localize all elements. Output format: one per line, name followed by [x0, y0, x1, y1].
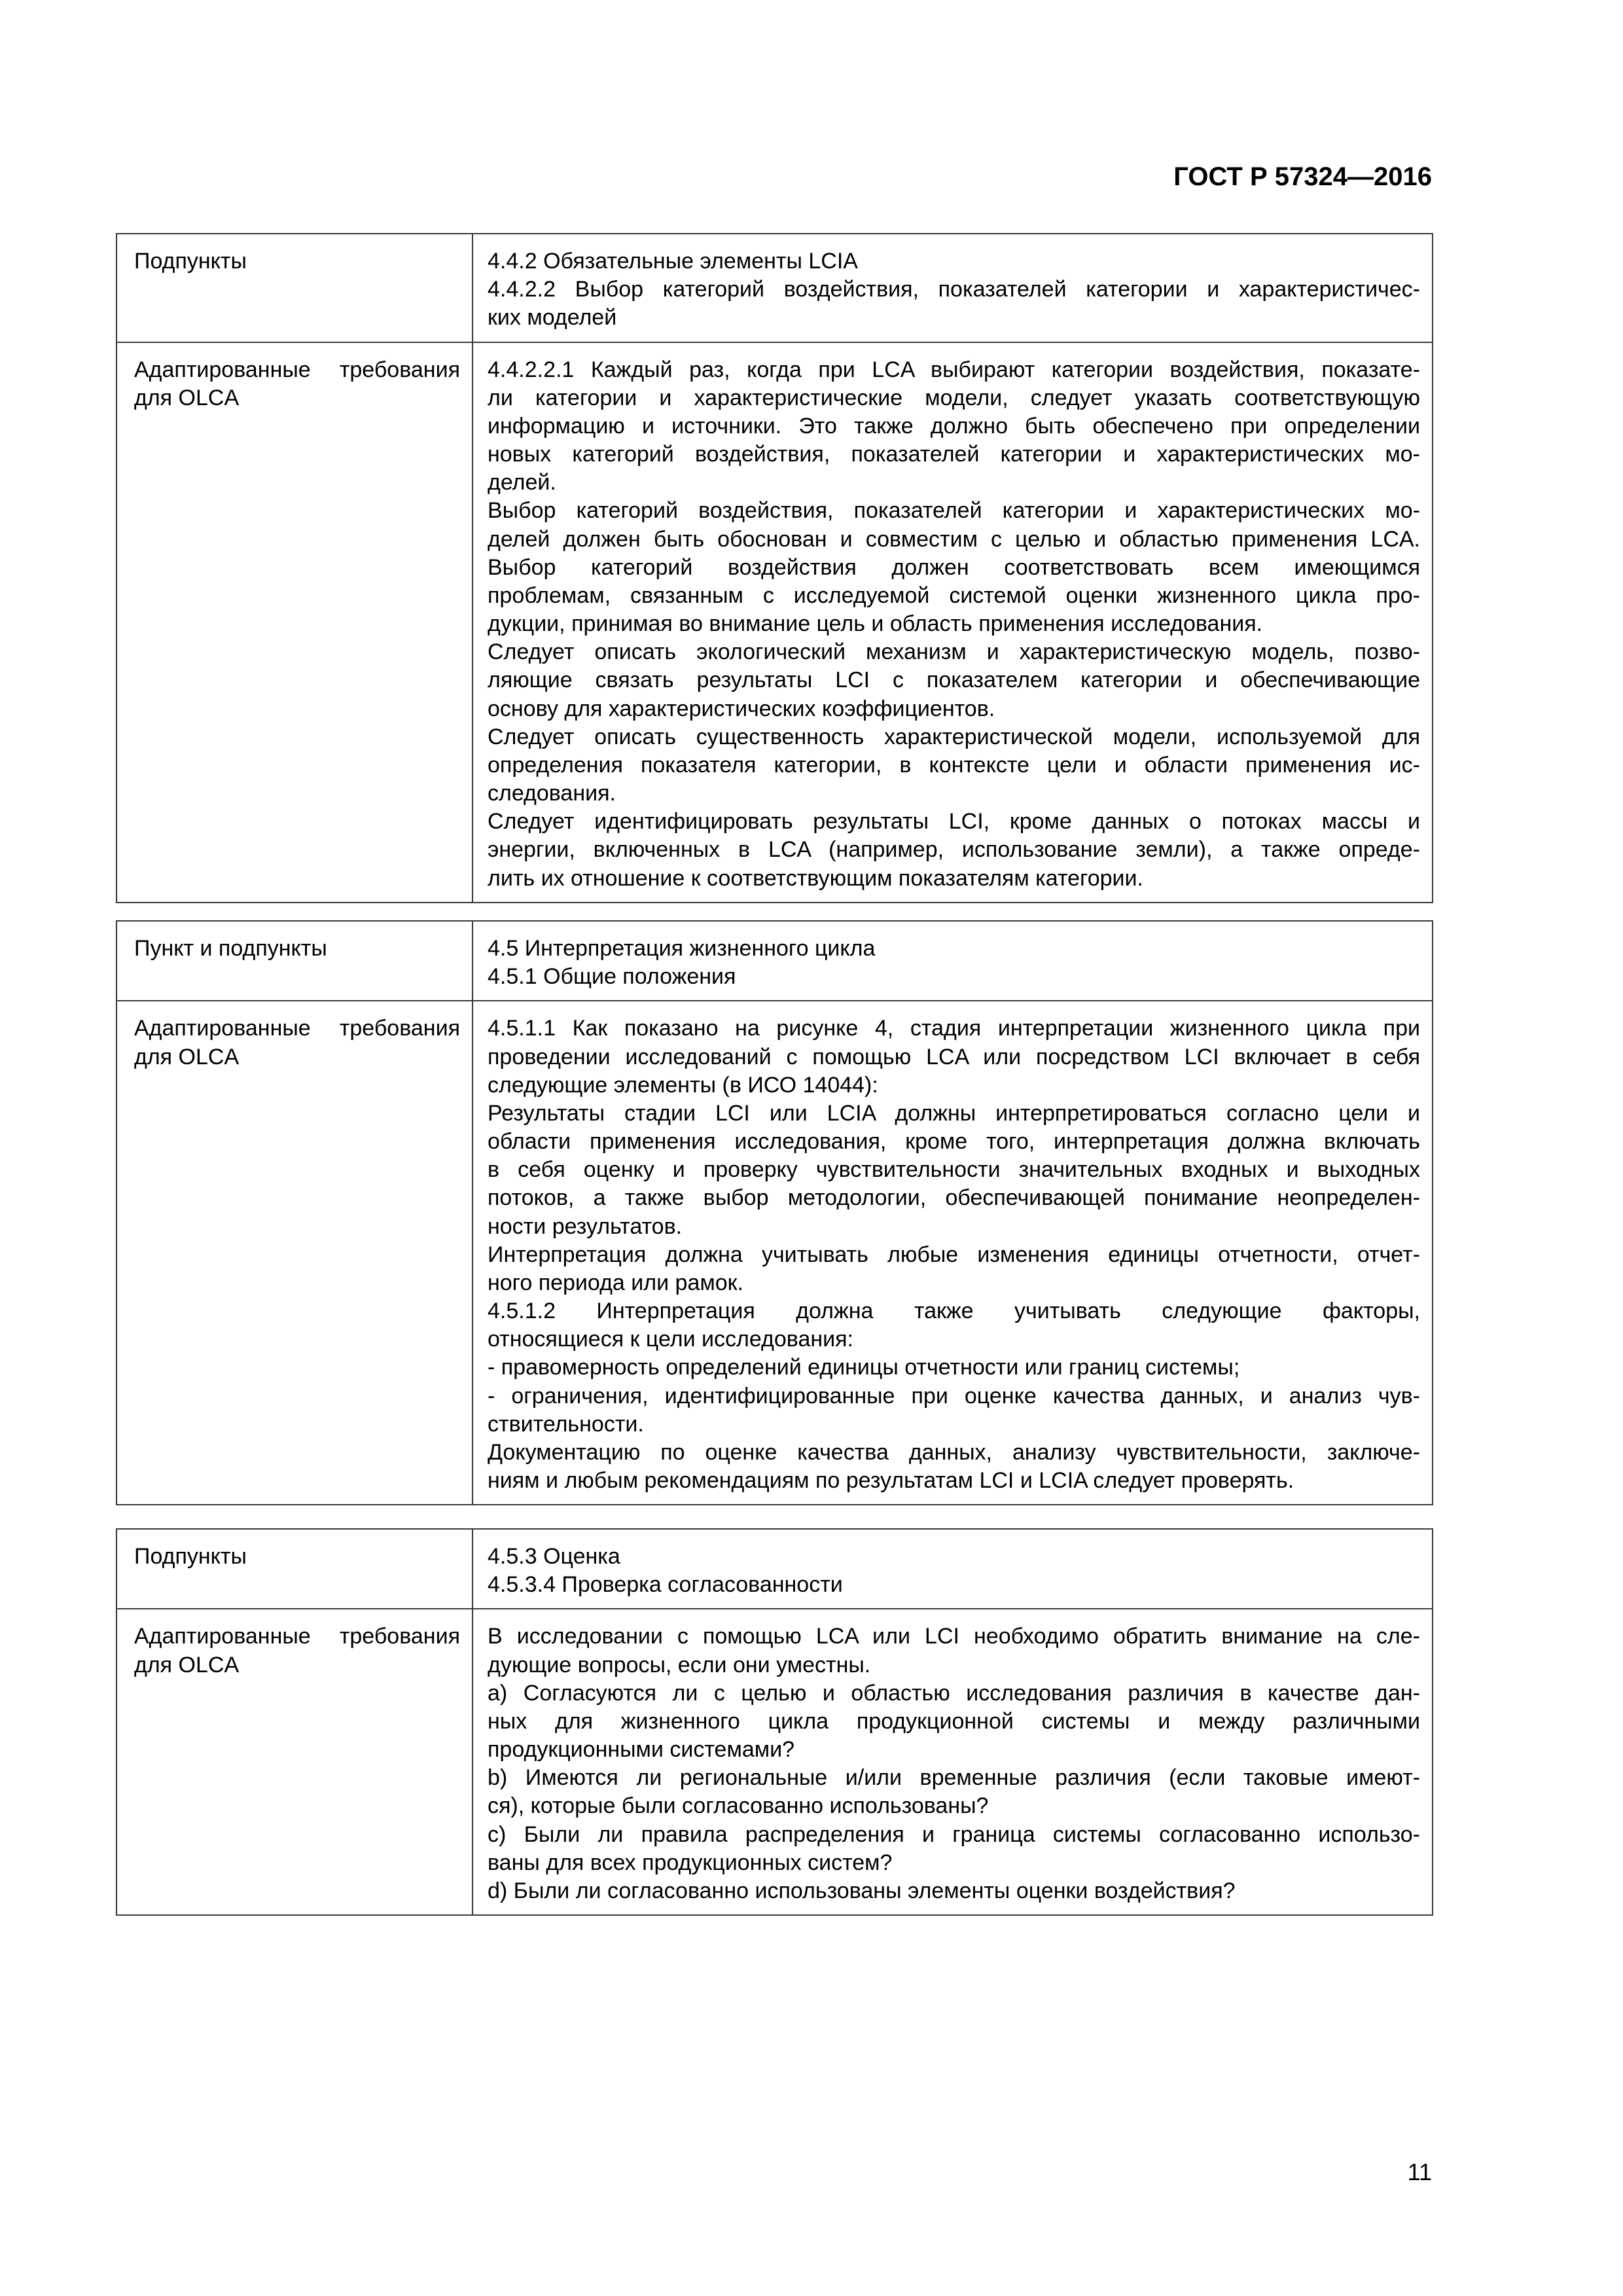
text-line: области применения исследования, кроме того, интерпретация должна включать — [488, 1129, 1420, 1155]
text-line: потоков, а также выбор методологии, обеспечивающей понимание неопределен- — [488, 1185, 1420, 1211]
text-line: ляющие связать результаты LCI с показателем категории и обеспечивающие — [488, 668, 1420, 693]
row-content — [473, 1529, 1433, 1609]
text-line: проведении исследований с помощью LCA или посредством LCI включает в себя — [488, 1044, 1420, 1069]
text-line: Следует описать существенность характеристической модели, используемой для — [488, 724, 1420, 749]
row-label: Пункт и подпункты — [116, 921, 473, 1001]
text-line: относящиеся к цели исследования: — [488, 1327, 853, 1352]
text-line: Следует идентифицировать результаты LCI, кроме данных о потоках массы и — [488, 809, 1420, 834]
row-content — [473, 1609, 1433, 1915]
row-content — [473, 1001, 1433, 1505]
text-line: В исследовании с помощью LCA или LCI необходимо обратить внимание на сле- — [488, 1624, 1420, 1649]
row-content — [473, 921, 1433, 1001]
text-line: дукции, принимая во внимание цель и область применения исследования. — [488, 611, 1263, 637]
table-row — [116, 1529, 1433, 1609]
text-line: ких моделей — [488, 305, 617, 331]
requirements-table-2 — [116, 920, 1433, 1505]
text-line: a) Согласуются ли с целью и областью исследования различия в качестве дан- — [488, 1680, 1420, 1706]
text-line: ниям и любым рекомендациям по результатам LCI и LCIA следует проверять. — [488, 1468, 1294, 1494]
text-line: Результаты стадии LCI или LCIA должны интерпретироваться согласно цели и — [488, 1100, 1420, 1126]
table-row — [116, 921, 1433, 1001]
text-line: делей. — [488, 470, 556, 495]
text-line: определения показателя категории, в контексте цели и области применения ис- — [488, 752, 1420, 778]
text-line: Документацию по оценке качества данных, анализу чувствительности, заключе- — [488, 1439, 1420, 1465]
text-line: проблемам, связанным с исследуемой системой оценки жизненного цикла про- — [488, 583, 1420, 608]
text-line: ных для жизненного цикла продукционной системы и между различными — [488, 1708, 1420, 1734]
text-line: ствительности. — [488, 1411, 644, 1437]
table-row — [116, 342, 1433, 903]
text-line: в себя оценку и проверку чувствительности значительных входных и выходных — [488, 1157, 1420, 1183]
text-line: 4.4.2 Обязательные элементы LCIA — [488, 249, 858, 274]
text-line: 4.5 Интерпретация жизненного цикла — [488, 936, 876, 961]
text-line: b) Имеются ли региональные и/или временные различия (если таковые имеют- — [488, 1765, 1420, 1791]
text-line: 4.5.1.1 Как показано на рисунке 4, стадия интерпретации жизненного цикла при — [488, 1016, 1420, 1041]
text-line: - правомерность определений единицы отчетности или границ системы; — [488, 1355, 1240, 1380]
text-line: 4.5.3.4 Проверка согласованности — [488, 1572, 843, 1598]
text-line: 4.4.2.2.1 Каждый раз, когда при LCA выбирают категории воздействия, показате- — [488, 357, 1420, 382]
requirements-table-1 — [116, 233, 1433, 903]
text-line: ся), которые были согласованно использованы? — [488, 1793, 989, 1819]
table-row — [116, 1609, 1433, 1915]
text-line: 4.5.1.2 Интерпретация должна также учитывать следующие факторы, — [488, 1299, 1420, 1324]
text-line: 4.5.3 Оценка — [488, 1544, 620, 1569]
table-row — [116, 1001, 1433, 1505]
page-number: 11 — [1407, 2159, 1432, 2185]
row-label: Адаптированные требования для OLCA — [116, 1609, 473, 1915]
text-line: следующие элементы (в ИСО 14044): — [488, 1072, 878, 1098]
text-line: дующие вопросы, если они уместны. — [488, 1652, 871, 1677]
text-line: энергии, включенных в LCA (например, использование земли), а также опреде- — [488, 837, 1420, 863]
document-designation: ГОСТ Р 57324—2016 — [1173, 162, 1432, 191]
text-line: ности результатов. — [488, 1213, 683, 1239]
text-line: d) Были ли согласованно использованы элементы оценки воздействия? — [488, 1878, 1236, 1903]
text-line: c) Были ли правила распределения и граница системы согласованно использо- — [488, 1821, 1420, 1847]
text-line: информацию и источники. Это также должно быть обеспечено при определении — [488, 413, 1420, 439]
requirements-table-3 — [116, 1528, 1433, 1916]
text-line: основу для характеристических коэффициентов. — [488, 696, 995, 721]
text-line: ваны для всех продукционных систем? — [488, 1850, 893, 1875]
text-line: Выбор категорий воздействия, показателей категории и характеристических мо- — [488, 498, 1420, 524]
text-line: 4.4.2.2 Выбор категорий воздействия, показателей категории и характеристичес- — [488, 277, 1420, 302]
text-line: Интерпретация должна учитывать любые изменения единицы отчетности, отчет- — [488, 1242, 1420, 1267]
text-line: следования. — [488, 781, 616, 806]
row-label: Адаптированные требования для OLCA — [116, 1001, 473, 1505]
text-line: Следует описать экологический механизм и характеристическую модель, позво- — [488, 639, 1420, 665]
text-line: лить их отношение к соответствующим показателям категории. — [488, 865, 1143, 891]
row-label: Подпункты — [116, 1529, 473, 1609]
row-content — [473, 342, 1433, 903]
row-label: Подпункты — [116, 234, 473, 342]
text-line: ли категории и характеристические модели, следует указать соответствующую — [488, 385, 1420, 410]
text-line: делей должен быть обоснован и совместим с целью и областью применения LCA. — [488, 526, 1420, 552]
table-row — [116, 234, 1433, 342]
text-line: - ограничения, идентифицированные при оценке качества данных, и анализ чув- — [488, 1383, 1420, 1408]
text-line: 4.5.1 Общие положения — [488, 964, 736, 990]
text-line: Выбор категорий воздействия должен соответствовать всем имеющимся — [488, 554, 1420, 580]
text-line: новых категорий воздействия, показателей категории и характеристических мо- — [488, 442, 1420, 467]
text-line: ного периода или рамок. — [488, 1270, 743, 1295]
row-label: Адаптированные требования для OLCA — [116, 342, 473, 903]
row-content — [473, 234, 1433, 342]
text-line: продукционными системами? — [488, 1737, 795, 1763]
